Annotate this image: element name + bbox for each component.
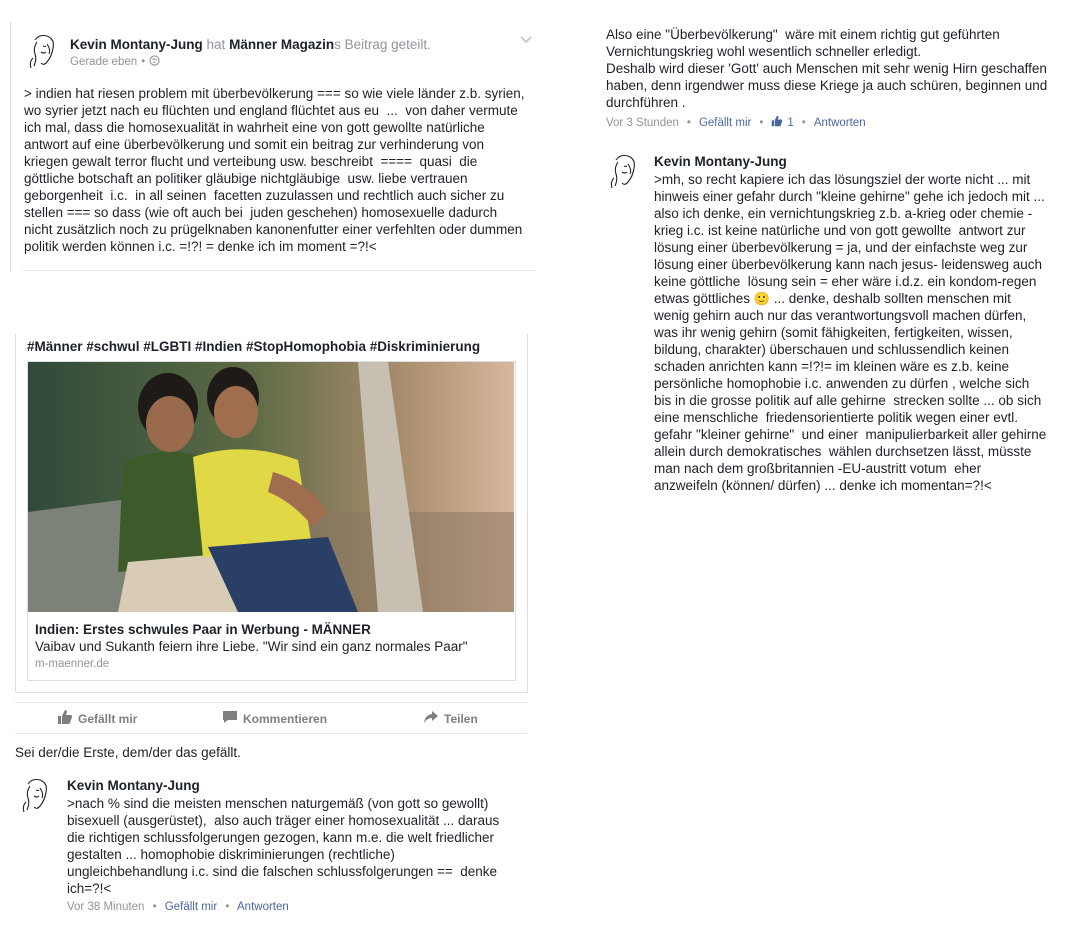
reply-time[interactable]: Vor 3 Stunden [606, 116, 679, 129]
post-author[interactable]: Kevin Montany-Jung [70, 37, 203, 52]
comment-text: >nach % sind die meisten menschen naturgemäß (von gott so gewollt) bisexuell (ausgerüstet), also auch träger einer homosexualität ... daraus die richtigen schlussfolgerungen gezogen, kann m.e. die welt friedlicher gestalten ... homophobie diskriminierungen (rechtliche) ungleichbehandlung i.c. sind die falschen schlussfolgerungen == denke ich=?!< [67, 796, 500, 896]
comment-reply-link[interactable]: Antworten [237, 901, 289, 913]
comment-label: Kommentieren [243, 711, 328, 726]
avatar-sketch-icon[interactable] [606, 152, 642, 188]
link-domain: m-maenner.de [35, 658, 110, 670]
like-count-thumbs-icon [771, 115, 783, 130]
reply-reply-link[interactable]: Antworten [813, 116, 866, 129]
globe-icon [149, 55, 160, 69]
separator-dot: • [686, 116, 691, 129]
chevron-down-icon[interactable] [519, 32, 533, 50]
right-comment-author[interactable]: Kevin Montany-Jung [654, 154, 787, 169]
reply-like-count[interactable]: 1 [787, 116, 794, 129]
shared-verb: hat [206, 37, 226, 52]
comment-meta [67, 901, 289, 913]
separator-dot: • [141, 56, 146, 68]
share-label: Teilen [444, 711, 478, 726]
link-description: Vaibav und Sukanth feiern ihre Liebe. "Wir sind ein ganz normales Paar" [35, 639, 468, 654]
separator-dot: • [801, 116, 806, 129]
comment-button[interactable] [222, 709, 327, 728]
comment-time[interactable]: Vor 38 Minuten [67, 901, 145, 913]
post-body: > indien hat riesen problem mit überbevölkerung === so wie viele länder z.b. syrien, wo syrier jetzt nach eu flüchten und england flüchtet aus eu ... von daher vermute ich mal, dass die homosexualität in wahrheit eine von gott gewollte natürliche antwort auf eine überbevölkerung und somit ein beitrag zur verhinderung von kriegen gewalt terror flucht und verteibung usw. beschreibt ==== quasi die göttliche botschaft an politiker gläubige nichtgläubige usw. liebe vertrauen geborgenheit i.c. in all seinen facetten zuzulassen und rechtlich auch sicher zu stellen === so dass (wie oft auch bei juden geschehen) homosexuelle dadurch nicht zusätzlich noch zu prügelknaben kanonenfutter einer verfehlten oder dummen politik werden können i.c. =!?! = denke ich im moment =?!< [24, 86, 525, 254]
right-comment-text-part-b: ... denke, deshalb sollten menschen mit wenig gehirn auch nur das verantwortungsvoll machen dürfen, was ihr wenig gehirn (somit fähigkeiten, fertigkeiten, wissen, bildung, charakter) überschauen und schlussendlich keinen schaden anrichten kann =!?!= im kleinen wäre es z.b. keine persönliche homophobie i.c. anwenden zu dürfen , welche sich bis in die grosse politik auf alle gehirne strecken sollte ... ob sich eine menschliche friedensorientierte politik wegen einer evtl. gefahr "kleiner gehirne" und einer manipulierbarkeit aller gehirne allein durch demokratisches wählen durchsetzen lässt, müsste man nach dem großbritannien -EU-austritt votum eher anzweifeln (können/ dürfen) ... denke ich momentan=?!< [654, 291, 1047, 493]
comment-like-link[interactable]: Gefällt mir [164, 901, 218, 913]
reply-like-link[interactable]: Gefällt mir [698, 116, 752, 129]
shared-page-link[interactable]: Männer Magazin [229, 37, 335, 52]
link-preview-image[interactable] [28, 362, 514, 612]
separator-dot: • [225, 901, 230, 913]
like-button[interactable] [57, 709, 137, 728]
right-comment-text [654, 171, 1066, 494]
avatar-sketch-icon[interactable] [25, 32, 61, 68]
reply-text: Also eine "Überbevölkerung" wäre mit einem richtig gut geführten Vernichtungskrieg wohl wesentlich schneller erledigt. Deshalb wird dieser 'Gott' auch Menschen mit sehr wenig Hirn geschaffen haben, denn irgendwer muss diese Kriege ja auch schüren, beginnen und durchführen . [606, 27, 1048, 110]
smiley-emoji-icon: 🙂 [753, 291, 770, 306]
divider [15, 733, 527, 734]
share-arrow-icon [423, 709, 439, 728]
divider [23, 270, 535, 271]
separator-dot: • [152, 901, 157, 913]
post-meta [70, 55, 160, 69]
divider [15, 702, 527, 703]
like-label: Gefällt mir [78, 711, 138, 726]
share-button[interactable] [423, 709, 478, 728]
comment-author[interactable]: Kevin Montany-Jung [67, 778, 200, 793]
separator-dot: • [759, 116, 764, 129]
thumbs-up-icon [57, 709, 73, 728]
post-header [70, 37, 431, 52]
avatar-sketch-icon[interactable] [18, 776, 54, 812]
right-comment-text-part-a: >mh, so recht kapiere ich das lösungsziel der worte nicht ... mit hinweis einer gefahr durch "kleine gehirne" gehe ich jedoch mit ... also ich denke, ein vernichtungskrieg z.b. a-krieg oder chemie - krieg i.c. ist keine natürliche und von gott gewollte antwort zur lösung einer überbevölkerung = ja, und der einfachste weg zur lösung einer überbevölkerung kann nach jesus- leidensweg auch keine göttliche lösung sein = eher wäre i.d.z. ein kondom-regen etwas göttliches [654, 172, 1045, 306]
hashtags[interactable]: #Männer #schwul #LGBTI #Indien #StopHomophobia #Diskriminierung [27, 339, 481, 354]
shared-suffix: s Beitrag geteilt. [334, 37, 431, 52]
reply-meta [606, 115, 866, 130]
link-title[interactable]: Indien: Erstes schwules Paar in Werbung - MÄNNER [35, 622, 371, 637]
comment-bubble-icon [222, 709, 238, 728]
likes-summary: Sei der/die Erste, dem/der das gefällt. [15, 745, 241, 760]
post-time[interactable]: Gerade eben [70, 56, 138, 68]
